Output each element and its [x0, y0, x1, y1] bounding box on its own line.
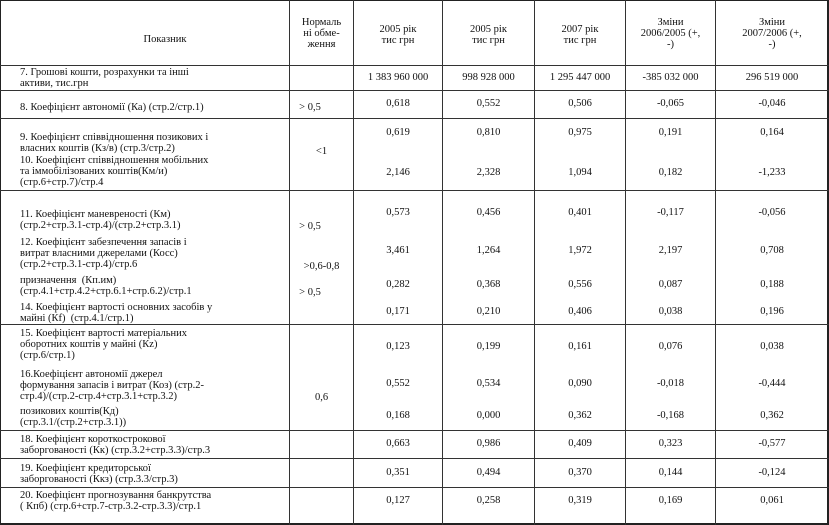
row-8-norm: > 0,5 [299, 102, 321, 113]
row-14-label: 14. Коефіцієнт вартості основних засобів у майні (Кf) (стр.4.1/стр.1) [20, 302, 213, 324]
row-12-change-b: 0,708 [760, 245, 784, 256]
row-9-change-a: 0,191 [658, 127, 683, 138]
row-16-v2005a: 0,552 [386, 378, 410, 389]
row-13-label: призначення (Кп.им) (стр.4.1+стр.4.2+стр.6.1+стр.6.2)/стр.1 [20, 275, 192, 297]
row-14-v2005b: 0,210 [476, 306, 501, 317]
row-7-label: 7. Грошові кошти, розрахунки та інші активи, тис.грн [20, 67, 189, 89]
row-10-label: 10. Коефіцієнт співвідношення мобільних та іммобілізованих коштів(Км/и) (стр.6+стр.7)/стр.4 [20, 155, 209, 188]
row-divider [0, 487, 829, 488]
row-8-v2005b: 0,552 [476, 98, 501, 109]
row-9-change-b: 0,164 [760, 127, 784, 138]
row-8-label: 8. Коефіцієнт автономії (Ка) (стр.2/стр.1) [20, 102, 204, 113]
row-10-v2005a: 2,146 [386, 167, 410, 178]
header-2005b: 2005 рік тис грн [470, 24, 507, 46]
row-14-change-a: 0,038 [658, 306, 683, 317]
row-18-change-b: -0,577 [758, 438, 786, 449]
row-19-change-a: 0,144 [658, 467, 683, 478]
row-16-change-a: -0,018 [656, 378, 685, 389]
row-16-change-b: -0,444 [758, 378, 786, 389]
header-change-2007-2006: Зміни 2007/2006 (+, -) [742, 17, 802, 50]
row-17-v2005b: 0,000 [476, 410, 501, 421]
row-17-v2007: 0,362 [568, 410, 592, 421]
row-divider [0, 118, 829, 119]
row-11-v2007: 0,401 [568, 207, 592, 218]
row-8-v2007: 0,506 [568, 98, 592, 109]
row-15-label: 15. Коефіцієнт вартості матеріальних оборотних коштів у майні (Кz) (стр.6/стр.1) [20, 328, 187, 361]
row-7-v2005a: 1 383 960 000 [367, 72, 429, 83]
header-norm: Нормаль ні обме- ження [301, 17, 342, 50]
row-17-label: позикових коштів(Кд) (стр.3.1/(стр.2+стр.3.1)) [20, 406, 127, 428]
row-16-v2005b: 0,534 [476, 378, 501, 389]
row-17-change-b: 0,362 [760, 410, 784, 421]
row-13-change-b: 0,188 [760, 279, 784, 290]
row-19-v2005b: 0,494 [476, 467, 501, 478]
row-15-v2005a: 0,123 [386, 341, 410, 352]
row-19-v2007: 0,370 [568, 467, 592, 478]
row-8-v2005a: 0,618 [386, 98, 410, 109]
row-15-change-b: 0,038 [760, 341, 784, 352]
row-14-v2005a: 0,171 [386, 306, 410, 317]
row-10-v2007: 1,094 [568, 167, 592, 178]
row-11-label: 11. Коефіцієнт маневреності (Км) (стр.2+стр.3.1-стр.4)/(стр.2+стр.3.1) [20, 209, 181, 231]
header-2007: 2007 рік тис грн [561, 24, 599, 46]
row-9-label: 9. Коефіцієнт співвідношення позикових і власних коштів (Кз/в) (стр.3/стр.2) [20, 132, 209, 154]
row-8-change-a: -0,065 [656, 98, 685, 109]
header-change-2006-2005: Зміни 2006/2005 (+, -) [640, 17, 701, 50]
row-9-v2007: 0,975 [568, 127, 592, 138]
row-20-change-a: 0,169 [658, 495, 683, 506]
row-17-change-a: -0,168 [656, 410, 685, 421]
row-18-v2007: 0,409 [568, 438, 592, 449]
row-13-v2007: 0,556 [568, 279, 592, 290]
row-13-v2005a: 0,282 [386, 279, 410, 290]
row-10-change-a: 0,182 [658, 167, 683, 178]
row-8-change-b: -0,046 [758, 98, 786, 109]
header-2005a: 2005 рік тис грн [379, 24, 417, 46]
row-13-norm: > 0,5 [299, 287, 321, 298]
row-14-change-b: 0,196 [760, 306, 784, 317]
row-divider [0, 190, 829, 191]
row-11-norm: > 0,5 [299, 221, 321, 232]
row-divider [0, 65, 829, 66]
row-9-10-norm: <1 [315, 146, 328, 157]
row-18-label: 18. Коефіцієнт короткострокової заборгованості (Кк) (стр.3.2+стр.3.3)/стр.3 [20, 434, 211, 456]
row-11-v2005b: 0,456 [476, 207, 501, 218]
row-15-change-a: 0,076 [658, 341, 683, 352]
row-18-v2005b: 0,986 [476, 438, 501, 449]
row-9-v2005b: 0,810 [476, 127, 501, 138]
header-indicator: Показник [143, 34, 187, 45]
row-15-17-norm: 0,6 [314, 392, 329, 403]
row-20-v2007: 0,319 [568, 495, 592, 506]
row-11-v2005a: 0,573 [386, 207, 410, 218]
row-16-label: 16.Коефіцієнт автономії джерел формування запасів і витрат (Коз) (стр.2- стр.4)/(стр.2-стр.4+стр.3.1+стр.3.2) [20, 369, 205, 402]
row-12-v2005b: 1,264 [476, 245, 501, 256]
row-7-change-a: -385 032 000 [642, 72, 699, 83]
row-7-v2005b: 998 928 000 [462, 72, 515, 83]
row-12-label: 12. Коефіцієнт забезпечення запасів і витрат власними джерелами (Косс) (стр.2+стр.3.1-стр.4)/стр.6 [20, 237, 187, 270]
row-20-change-b: 0,061 [760, 495, 784, 506]
row-15-v2005b: 0,199 [476, 341, 501, 352]
row-11-change-a: -0,117 [657, 207, 684, 218]
row-19-v2005a: 0,351 [386, 467, 410, 478]
row-20-label: 20. Коефіцієнт прогнозування банкрутства ( Кпб) (стр.6+стр.7-стр.3.2-стр.3.3)/стр.1 [20, 490, 212, 512]
row-7-change-b: 296 519 000 [745, 72, 799, 83]
row-9-v2005a: 0,619 [386, 127, 410, 138]
row-10-v2005b: 2,328 [476, 167, 501, 178]
row-19-label: 19. Коефіцієнт кредиторської заборгованості (Ккз) (стр.3.3/стр.3) [20, 463, 178, 485]
row-12-norm: >0,6-0,8 [303, 261, 340, 272]
row-10-change-b: -1,233 [758, 167, 786, 178]
row-16-v2007: 0,090 [568, 378, 592, 389]
row-divider [0, 430, 829, 431]
row-18-change-a: 0,323 [658, 438, 683, 449]
row-14-v2007: 0,406 [568, 306, 592, 317]
row-12-change-a: 2,197 [658, 245, 683, 256]
row-19-change-b: -0,124 [758, 467, 786, 478]
row-divider [0, 90, 829, 91]
row-divider [0, 324, 829, 325]
row-13-v2005b: 0,368 [476, 279, 501, 290]
row-7-v2007: 1 295 447 000 [549, 72, 611, 83]
row-20-v2005a: 0,127 [386, 495, 410, 506]
row-15-v2007: 0,161 [568, 341, 592, 352]
row-13-change-a: 0,087 [658, 279, 683, 290]
row-18-v2005a: 0,663 [386, 438, 410, 449]
row-17-v2005a: 0,168 [386, 410, 410, 421]
row-12-v2005a: 3,461 [386, 245, 410, 256]
row-12-v2007: 1,972 [568, 245, 592, 256]
row-divider [0, 458, 829, 459]
row-11-change-b: -0,056 [758, 207, 786, 218]
row-20-v2005b: 0,258 [476, 495, 501, 506]
